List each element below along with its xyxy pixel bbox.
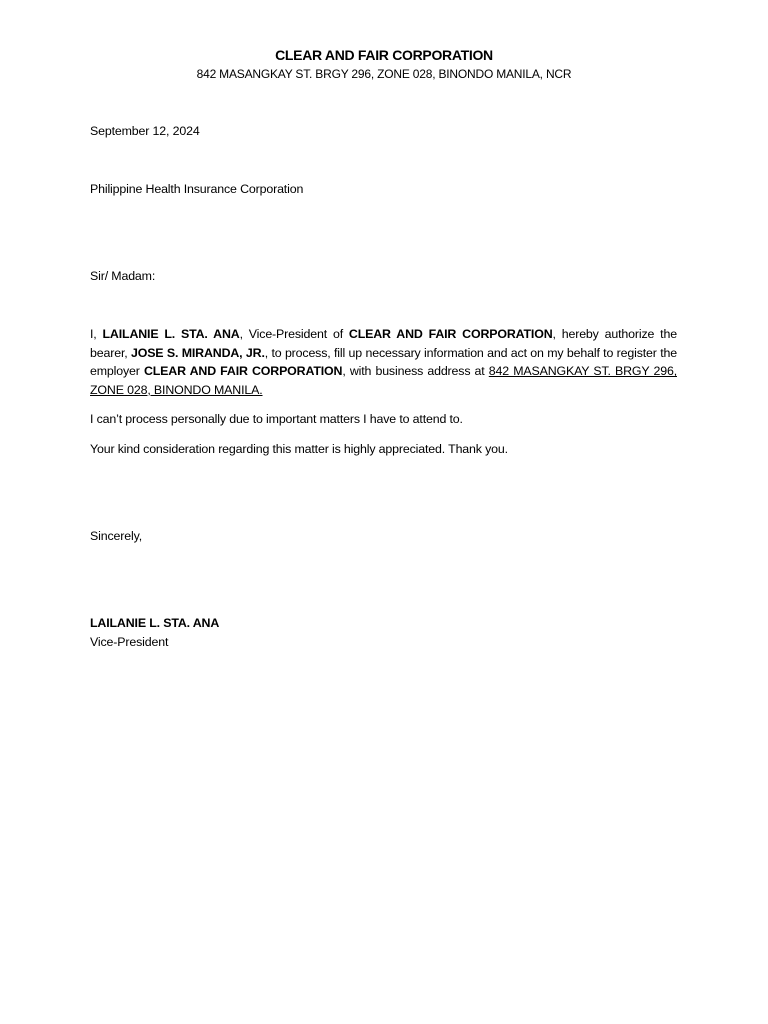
letter-date: September 12, 2024 <box>90 124 200 138</box>
para1-text-4: , to process, fill up necessary information and act on my behalf to register the employer <box>90 345 677 379</box>
salutation: Sir/ Madam: <box>90 269 156 283</box>
letterhead <box>0 46 768 83</box>
company-name: CLEAR AND FAIR CORPORATION <box>275 47 493 63</box>
closing: Sincerely, <box>90 529 142 543</box>
recipient: Philippine Health Insurance Corporation <box>90 182 304 196</box>
thanks-paragraph: Your kind consideration regarding this matter is highly appreciated. Thank you. <box>90 442 508 456</box>
business-address: 842 MASANGKAY ST. BRGY 296, ZONE 028, BINONDO MANILA. <box>90 364 677 397</box>
reason-paragraph: I can’t process personally due to important matters I have to attend to. <box>90 412 463 426</box>
para1-text-5: , with business address at <box>342 364 489 379</box>
authorization-paragraph <box>90 325 677 399</box>
para1-text-2: , Vice-President of <box>239 327 349 341</box>
grantor-name: LAILANIE L. STA. ANA <box>102 327 240 341</box>
signature-block <box>90 614 677 651</box>
signatory-title: Vice-President <box>90 634 169 649</box>
para1-text-3: , hereby authorize the bearer, <box>90 327 677 360</box>
company-name-inline: CLEAR AND FAIR CORPORATION <box>348 327 553 341</box>
signatory-name: LAILANIE L. STA. ANA <box>90 616 220 630</box>
para1-text-1: I, <box>90 327 103 341</box>
employer-name: CLEAR AND FAIR CORPORATION <box>143 364 343 379</box>
company-address: 842 MASANGKAY ST. BRGY 296, ZONE 028, BINONDO MANILA, NCR <box>196 67 572 81</box>
bearer-name: JOSE S. MIRANDA, JR. <box>130 345 265 360</box>
